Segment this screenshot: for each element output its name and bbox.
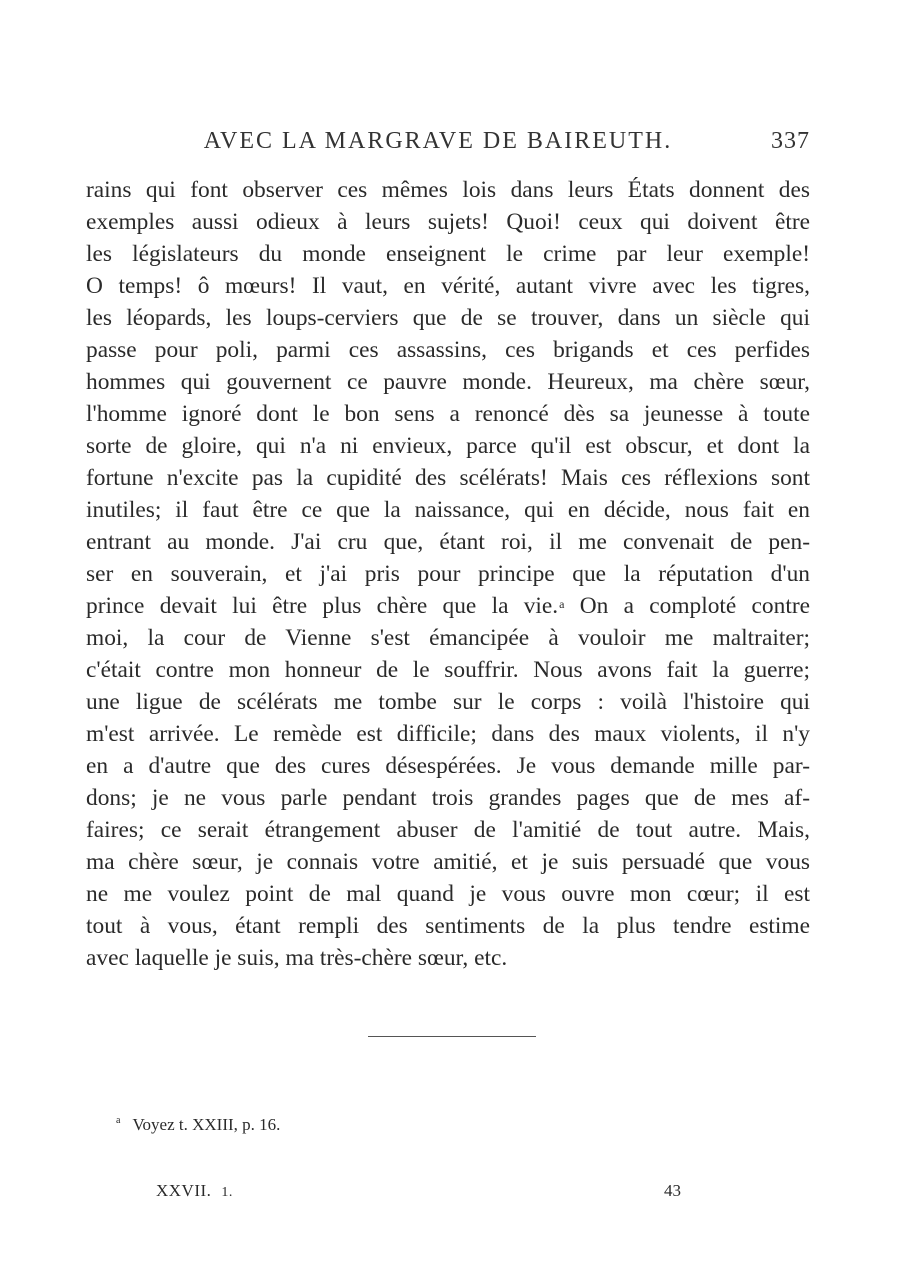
body-line-9: sorte de gloire, qui n'a ni envieux, parce qu'il est obscur, et dont la [86,433,810,459]
body-line-17: une ligue de scélérats me tombe sur le corps : voilà l'histoire qui [86,689,810,715]
body-line-13: ser en souverain, et j'ai pris pour principe que la réputation d'un [86,561,810,587]
body-line-18: m'est arrivée. Le remède est difficile; dans des maux violents, il n'y [86,721,810,747]
footnote-separator [368,1036,536,1037]
body-line-1: rains qui font observer ces mêmes lois dans leurs États donnent des [86,177,810,203]
letter-body [86,174,810,974]
signature-volume: XXVII. [156,1181,212,1200]
body-line-5: les léopards, les loups-cerviers que de se trouver, dans un siècle qui [86,305,810,331]
body-line-4: O temps! ô mœurs! Il vaut, en vérité, autant vivre avec les tigres, [86,273,810,299]
body-line-7: hommes qui gouvernent ce pauvre monde. Heureux, ma chère sœur, [86,369,810,395]
footnote-mark: a [116,1115,121,1126]
footnote-reference[interactable]: a [559,597,565,611]
body-line-11: inutiles; il faut être ce que la naissance, qui en décide, nous fait en [86,497,810,523]
body-line-8: l'homme ignoré dont le bon sens a renoncé dès sa jeunesse à toute [86,401,810,427]
footnote [116,1115,280,1135]
body-line-14-tail: On a comploté contre [579,593,810,619]
body-line-21: faires; ce serait étrangement abuser de l'amitié de tout autre. Mais, [86,817,810,843]
running-head [86,128,810,162]
body-line-22: ma chère sœur, je connais votre amitié, et je suis persuadé que vous [86,849,810,875]
body-line-14 [86,590,810,622]
body-line-6: passe pour poli, parmi ces assassins, ces brigands et ces perfides [86,337,810,363]
signature-number: 1. [221,1185,233,1200]
footnote-text: Voyez t. XXIII, p. 16. [132,1115,281,1134]
body-line-12: entrant au monde. J'ai cru que, étant roi, il me convenait de pen- [86,529,810,555]
body-line-15: moi, la cour de Vienne s'est émancipée à vouloir me maltraiter; [86,625,810,651]
body-line-20: dons; je ne vous parle pendant trois grandes pages que de mes af- [86,785,810,811]
body-line-19: en a d'autre que des cures désespérées. Je vous demande mille par- [86,753,810,779]
page-number: 337 [771,128,810,154]
body-line-14-text: prince devait lui être plus chère que la vie. [86,593,559,619]
running-title: AVEC LA MARGRAVE DE BAIREUTH. [203,128,673,154]
body-line-16: c'était contre mon honneur de le souffrir. Nous avons fait la guerre; [86,657,810,683]
body-line-10: fortune n'excite pas la cupidité des scélérats! Mais ces réflexions sont [86,465,810,491]
gathering-number: 43 [664,1181,681,1200]
body-line-3: les législateurs du monde enseignent le crime par leur exemple! [86,241,810,267]
body-line-2: exemples aussi odieux à leurs sujets! Quoi! ceux qui doivent être [86,209,810,235]
body-line-25: avec laquelle je suis, ma très-chère sœur, etc. [86,945,508,971]
printer-signature [156,1181,233,1201]
body-line-24: tout à vous, étant rempli des sentiments de la plus tendre estime [86,913,810,939]
body-line-23: ne me voulez point de mal quand je vous ouvre mon cœur; il est [86,881,810,907]
